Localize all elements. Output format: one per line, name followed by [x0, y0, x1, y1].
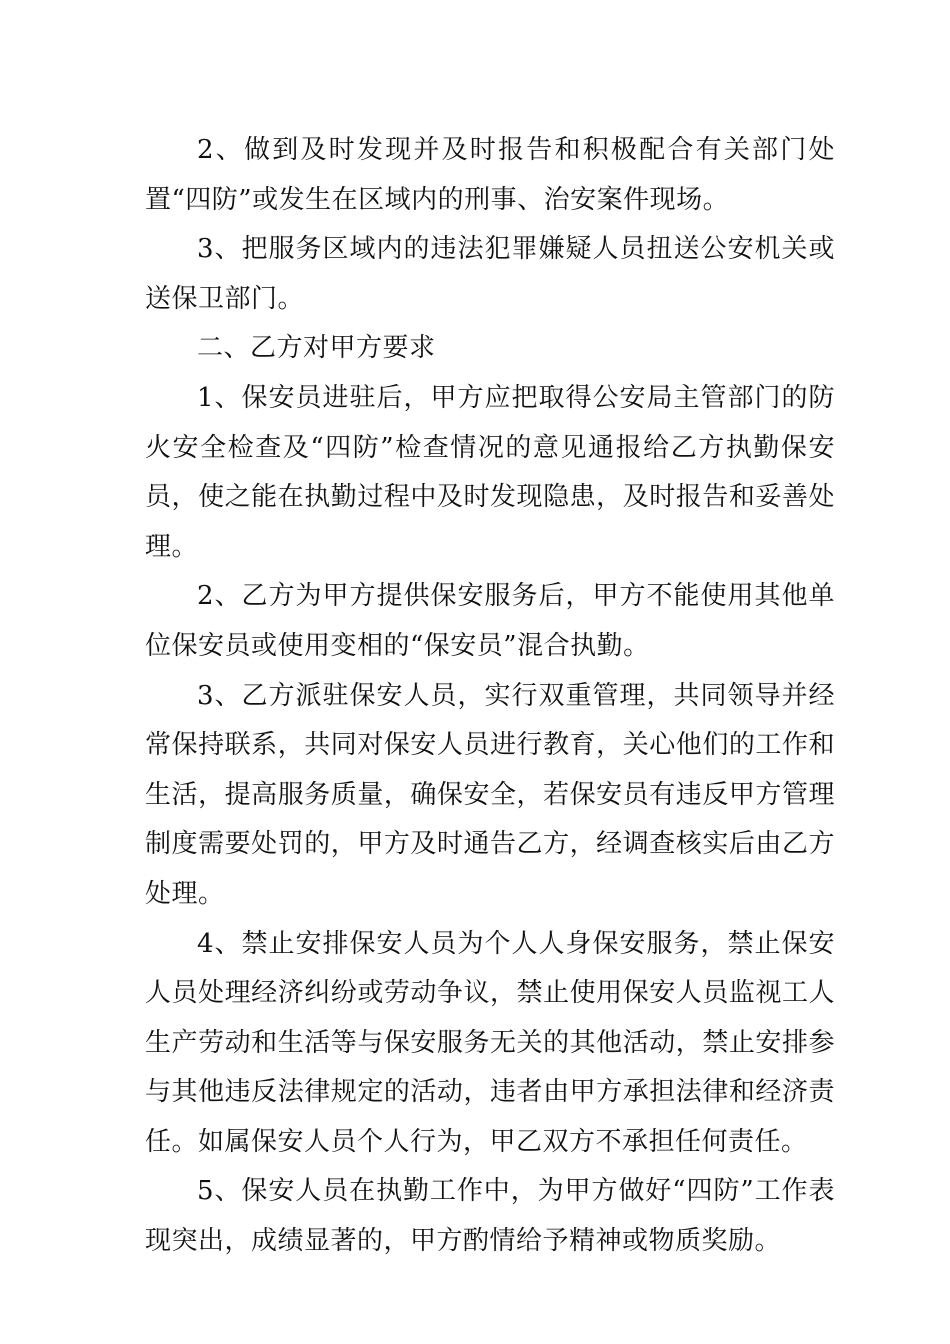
paragraph-6: 4、禁止安排保安人员为个人人身保安服务，禁止保安人员处理经济纠纷或劳动争议，禁止使用保安人员监视工人生产劳动和生活等与保安服务无关的其他活动，禁止安排参与其他违反法律规定的活动，违者由甲方承担法律和经济责任。如属保安人员个人行为，甲乙双方不承担任何责任。 — [145, 928, 835, 1157]
paragraph-3: 1、保安员进驻后，甲方应把取得公安局主管部门的防火安全检查及“四防”检查情况的意见通报给乙方执勤保安员，使之能在执勤过程中及时发现隐患，及时报告和妥善处理。 — [145, 382, 835, 562]
paragraph-5: 3、乙方派驻保安人员，实行双重管理，共同领导并经常保持联系，共同对保安人员进行教育，关心他们的工作和生活，提高服务质量，确保安全，若保安员有违反甲方管理制度需要处罚的，甲方及时通告乙方，经调查核实后由乙方处理。 — [145, 680, 835, 909]
section-heading: 二、乙方对甲方要求 — [197, 333, 436, 364]
paragraph-7: 5、保安人员在执勤工作中，为甲方做好“四防”工作表现突出，成绩显著的，甲方酌情给予精神或物质奖励。 — [145, 1176, 835, 1257]
paragraph-1: 2、做到及时发现并及时报告和积极配合有关部门处置“四防”或发生在区域内的刑事、治安案件现场。 — [145, 135, 835, 215]
paragraph-2: 3、把服务区域内的违法犯罪嫌疑人员扭送公安机关或送保卫部门。 — [145, 234, 835, 314]
paragraph-4: 2、乙方为甲方提供保安服务后，甲方不能使用其他单位保安员或使用变相的“保安员”混合执勤。 — [145, 581, 835, 661]
document-body — [145, 126, 835, 1267]
